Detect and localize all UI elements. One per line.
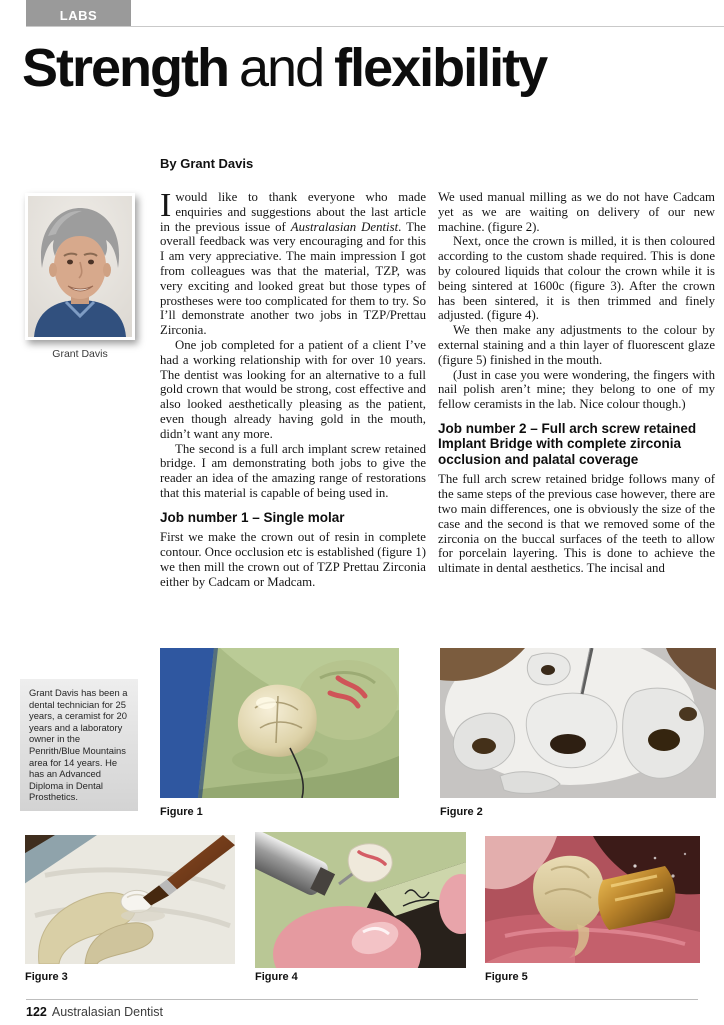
article-column-2 [438,190,715,642]
page-number: 122 [26,1005,47,1019]
page-footer [26,1005,163,1019]
title-word-strength: Strength [22,38,228,98]
figure-2-caption: Figure 2 [440,806,483,818]
publication-name: Australasian Dentist [51,1005,164,1019]
figure-3-image [25,835,235,964]
paragraph: Next, once the crown is milled, it is then coloured according to the custom shade required. This is done by coloured liquids that colour the crown while it is being sintered at 1600c (figure 3). After the crown has been sintered, it is then trimmed and finely adjusted. (figure 4). [438,234,715,323]
article-column-1 [160,190,426,642]
title-connector: and [239,38,324,98]
figure-4-caption: Figure 4 [255,971,298,983]
paragraph-text: . The overall feedback was very encouraging and for this I am very appreciative. The main impression I got from colleagues was that the material, TZP, was very exciting and looked great but those types of prostheses were too complicated for them to try. So I’ll demonstrate another two jobs in TZP/Prettau Zirconia. [160,219,426,338]
article-title [22,40,722,97]
section-heading-job1: Job number 1 – Single molar [160,509,345,525]
figure-2-image [440,648,716,798]
photo-caption: Grant Davis [52,348,108,360]
paragraph: (Just in case you were wondering, the fingers with nail polish aren’t mine; they belong to one of my fellow ceramists in the lab. Nice colour though.) [438,367,715,412]
paragraph: The second is a full arch implant screw retained bridge. I am demonstrating both jobs to give the reader an idea of the amazing range of restorations that this material is capable of being used in. [160,441,426,500]
author-bio-text: Grant Davis has been a dental technician for 25 years, a ceramist for 20 years and a laboratory owner in the Penrith/Blue Mountains area for 14 years. He has an Advanced Diploma in Dental Prosthetics. [29,687,128,803]
figure-5-caption: Figure 5 [485,971,528,983]
title-word-flexibility: flexibility [334,38,547,98]
author-portrait-illustration [28,196,132,337]
paragraph: First we make the crown out of resin in complete contour. Once occlusion etc is established (figure 1) we then mill the crown out of TZP Prettau Zirconia either by Cadcam or Madcam. [160,530,426,589]
figure-1-image [160,648,399,798]
section-tab [26,0,131,26]
paragraph-text: would like to thank everyone who made enquiries and suggestions about the last article in the previous issue of [160,190,426,234]
figure-3-caption: Figure 3 [25,971,68,983]
footer-rule [26,999,698,1000]
author-photo [25,193,135,340]
section-heading-job2: Job number 2 – Full arch screw retained Implant Bridge with complete zirconia occlusion and palatal coverage [438,420,697,467]
section-label: LABS [59,8,98,23]
paragraph: The full arch screw retained bridge follows many of the same steps of the previous case however, there are two main differences, one is obviously the size of the case and the second is that we removed some of the zirconia on the buccal surfaces of the teeth to allow for porcelain layering. This is done to achieve the ultimate in dental aesthetics. The incisal and [438,472,715,576]
paragraph [160,190,426,338]
figure-1-caption: Figure 1 [160,806,203,818]
drop-cap: I [160,190,172,224]
paragraph: We used manual milling as we do not have Cadcam yet as we are waiting on delivery of our new machine. (figure 2). [438,190,715,234]
paragraph: One job completed for a patient of a client I’ve had a working relationship with for over 10 years. The dentist was looking for an alternative to a full gold crown that would be strong, cost effective and also looked aesthetically pleasing as the patient, even though already having gold in the mouth, didn’t want any more. [160,337,426,441]
figure-5-image [485,836,700,963]
byline: By Grant Davis [160,156,254,171]
publication-name-italic: Australasian Dentist [290,219,399,234]
paragraph: We then make any adjustments to the colour by external staining and a thin layer of fluorescent glaze (figure 5) finished in the mouth. [438,323,715,367]
figure-4-image [255,832,466,968]
zirconia-blocks [526,693,617,768]
author-bio-box [20,679,138,811]
header-rule [26,26,724,27]
